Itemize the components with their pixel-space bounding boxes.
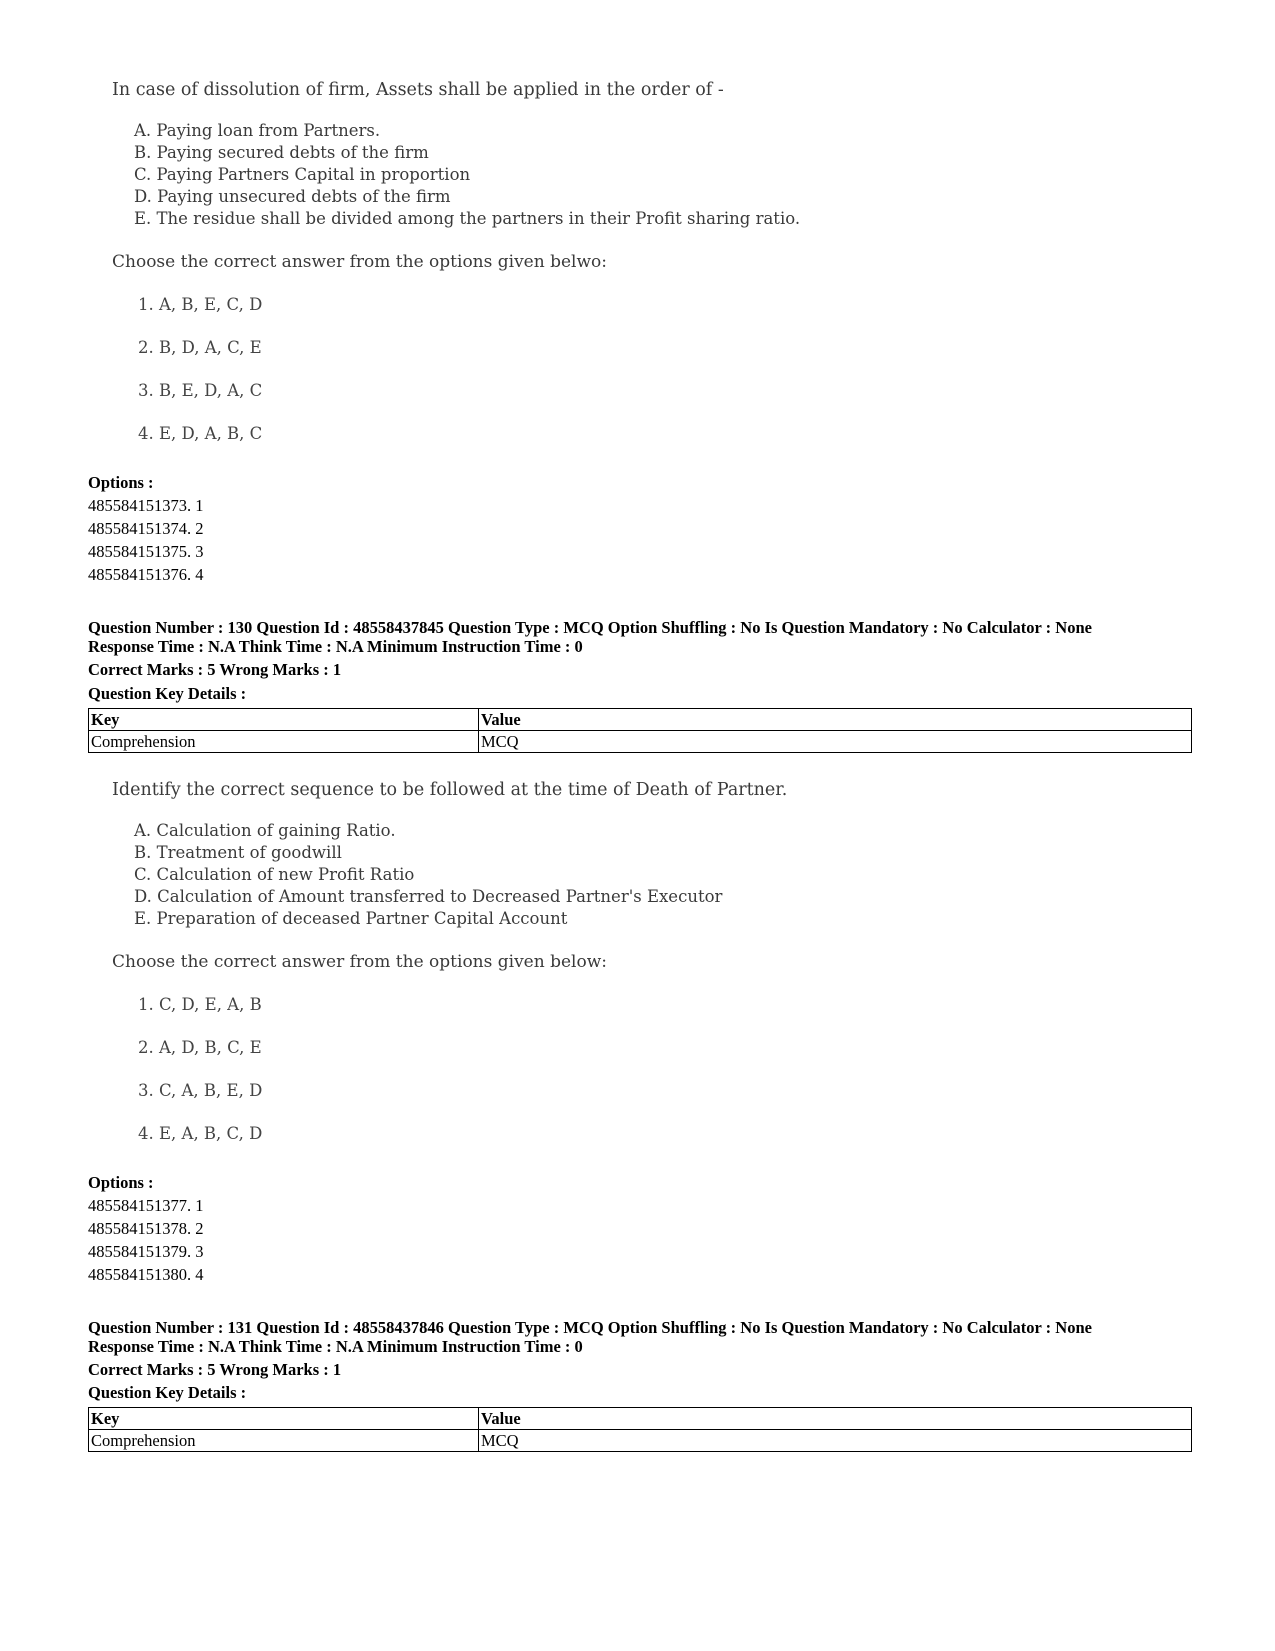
question-image-2 xyxy=(112,780,832,1160)
question-marks: Correct Marks : 5 Wrong Marks : 1 xyxy=(88,1360,342,1379)
choice-1: 1. A, B, E, C, D xyxy=(138,295,263,314)
option-item: 485584151378. 2 xyxy=(88,1219,204,1238)
table-cell-key: Comprehension xyxy=(89,731,479,753)
choice-3: 3. B, E, D, A, C xyxy=(138,381,263,400)
choice-4: 4. E, A, B, C, D xyxy=(138,1124,263,1143)
question-marks: Correct Marks : 5 Wrong Marks : 1 xyxy=(88,660,342,679)
statement-a: A. Paying loan from Partners. xyxy=(134,121,381,140)
question-header: Question Number : 131 Question Id : 48558437846 Question Type : MCQ Option Shuffling : No Is Question Mandatory : No Calculator : None xyxy=(88,1318,1092,1337)
statement-e: E. Preparation of deceased Partner Capital Account xyxy=(134,909,568,928)
statement-d: D. Paying unsecured debts of the firm xyxy=(134,187,451,206)
table-header-key: Key xyxy=(89,1408,479,1430)
question-header: Question Number : 130 Question Id : 48558437845 Question Type : MCQ Option Shuffling : No Is Question Mandatory : No Calculator : None xyxy=(88,618,1092,637)
choice-1: 1. C, D, E, A, B xyxy=(138,995,262,1014)
table-row xyxy=(89,731,1192,753)
table-header-key: Key xyxy=(89,709,479,731)
question-key-table xyxy=(88,708,1192,753)
statement-e: E. The residue shall be divided among the partners in their Profit sharing ratio. xyxy=(134,209,801,228)
statement-d: D. Calculation of Amount transferred to Decreased Partner's Executor xyxy=(134,887,723,906)
table-row xyxy=(89,1430,1192,1452)
option-item: 485584151380. 4 xyxy=(88,1265,204,1284)
choice-4: 4. E, D, A, B, C xyxy=(138,424,263,443)
table-header-row xyxy=(89,1408,1192,1430)
question-timing: Response Time : N.A Think Time : N.A Minimum Instruction Time : 0 xyxy=(88,1337,583,1356)
choose-instruction: Choose the correct answer from the options given belwo: xyxy=(112,252,607,272)
table-cell-value: MCQ xyxy=(479,1430,1192,1452)
options-label: Options : xyxy=(88,1173,154,1192)
option-item: 485584151374. 2 xyxy=(88,519,204,538)
question-key-details-label: Question Key Details : xyxy=(88,684,247,703)
statement-b: B. Treatment of goodwill xyxy=(134,843,342,862)
choice-2: 2. A, D, B, C, E xyxy=(138,1038,262,1057)
table-cell-value: MCQ xyxy=(479,731,1192,753)
table-cell-key: Comprehension xyxy=(89,1430,479,1452)
option-item: 485584151376. 4 xyxy=(88,565,204,584)
statement-c: C. Calculation of new Profit Ratio xyxy=(134,865,415,884)
statement-b: B. Paying secured debts of the firm xyxy=(134,143,429,162)
option-item: 485584151379. 3 xyxy=(88,1242,204,1261)
statement-c: C. Paying Partners Capital in proportion xyxy=(134,165,471,184)
table-header-row xyxy=(89,709,1192,731)
question-stem: In case of dissolution of firm, Assets shall be applied in the order of - xyxy=(112,80,724,100)
question-key-table xyxy=(88,1407,1192,1452)
choice-3: 3. C, A, B, E, D xyxy=(138,1081,263,1100)
option-item: 485584151375. 3 xyxy=(88,542,204,561)
question-image-1 xyxy=(112,80,832,460)
question-key-details-label: Question Key Details : xyxy=(88,1383,247,1402)
choice-2: 2. B, D, A, C, E xyxy=(138,338,262,357)
question-timing: Response Time : N.A Think Time : N.A Minimum Instruction Time : 0 xyxy=(88,637,583,656)
statement-a: A. Calculation of gaining Ratio. xyxy=(134,821,396,840)
table-header-value: Value xyxy=(479,1408,1192,1430)
option-item: 485584151377. 1 xyxy=(88,1196,204,1215)
options-label: Options : xyxy=(88,473,154,492)
option-item: 485584151373. 1 xyxy=(88,496,204,515)
table-header-value: Value xyxy=(479,709,1192,731)
choose-instruction: Choose the correct answer from the options given below: xyxy=(112,952,607,972)
question-stem: Identify the correct sequence to be followed at the time of Death of Partner. xyxy=(112,780,788,800)
